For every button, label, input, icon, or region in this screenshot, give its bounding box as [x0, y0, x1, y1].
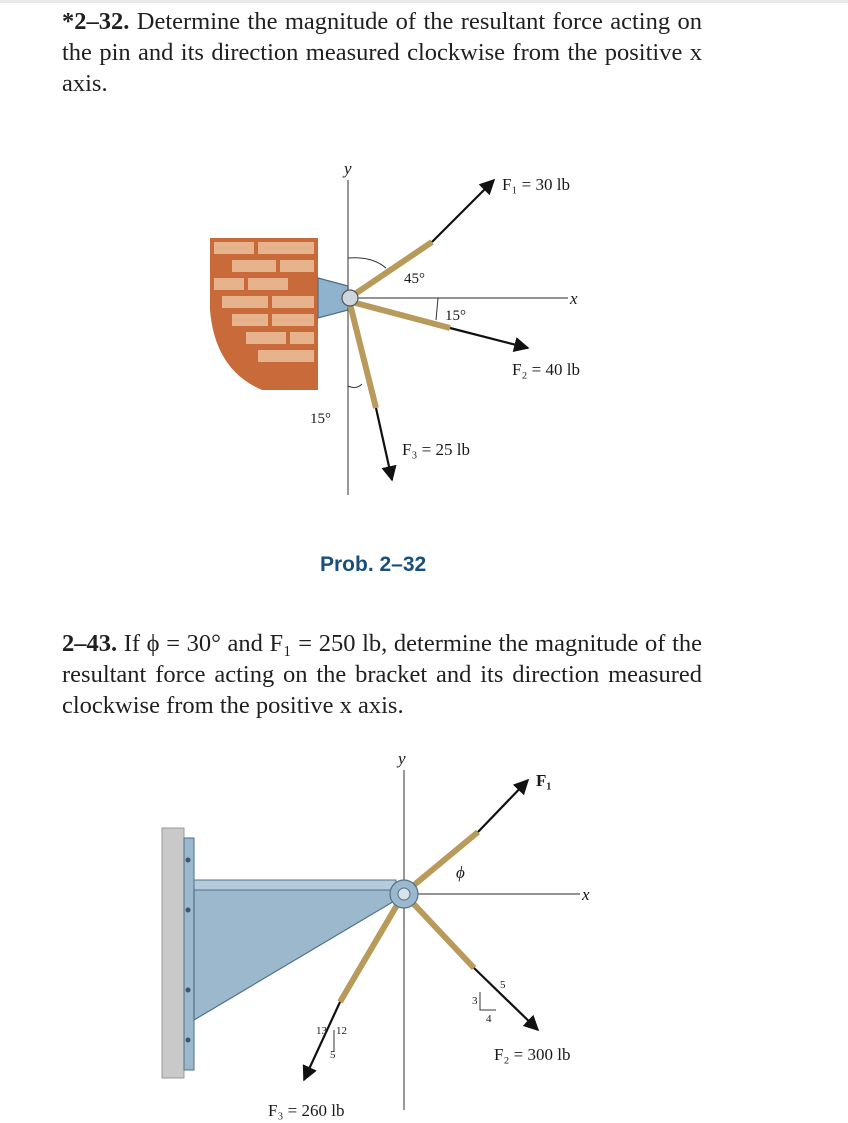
f1-member	[408, 832, 478, 890]
pin	[342, 290, 358, 306]
phi-label: ϕ	[456, 863, 465, 882]
pin	[398, 888, 410, 900]
f2-slope-a: 3	[472, 995, 478, 1007]
f1-arrow	[478, 780, 528, 832]
problem-number: *2–32.	[62, 8, 130, 35]
angle-arc-45	[348, 258, 386, 268]
wall	[162, 828, 184, 1078]
f2-slope-c: 5	[500, 979, 506, 991]
bracket	[184, 838, 396, 1070]
f2-member	[352, 302, 450, 328]
f3-slope-b: 12	[336, 1025, 347, 1037]
y-axis-label: y	[398, 749, 406, 768]
problem-2-32-statement	[62, 6, 702, 99]
f2-slope-triangle	[480, 992, 496, 1010]
problem-2-43-statement	[62, 628, 702, 721]
f2-arrow	[450, 328, 528, 348]
f1-label: F₁ = 30 lb	[502, 175, 570, 194]
f3-arrow	[376, 408, 392, 480]
x-axis-label: x	[582, 885, 590, 904]
f3-label: F₃ = 25 lb	[402, 440, 470, 459]
f2-label: F₂ = 300 lb	[494, 1045, 571, 1064]
f3-slope-a: 13	[316, 1025, 327, 1037]
top-rule	[0, 0, 848, 3]
y-axis-label: y	[344, 159, 352, 178]
angle-15-f2-label: 15°	[445, 308, 466, 324]
f3-label: F₃ = 260 lb	[268, 1101, 345, 1120]
x-axis-label: x	[570, 289, 578, 308]
f2-arrow	[474, 968, 538, 1030]
f3-member	[350, 304, 376, 408]
f2-member	[410, 900, 474, 968]
problem-number: 2–43.	[62, 630, 118, 657]
problem-text: If ϕ = 30° and F₁ = 250 lb, determine the magnitude of the resultant force acting on the bracket and its direction measured clockwise from the positive x axis.	[62, 630, 703, 719]
f2-slope-b: 4	[486, 1013, 492, 1025]
brick-wall	[210, 238, 318, 390]
f1-member	[352, 242, 432, 296]
f3-arrow	[304, 1002, 340, 1080]
f1-arrow	[432, 180, 494, 242]
figure-prob-2-43	[0, 740, 848, 1123]
problem-text: Determine the magnitude of the resultant force acting on the pin and its direction measured clockwise from the positive x axis.	[62, 8, 702, 97]
angle-arc-15-f3	[348, 384, 362, 388]
figure-caption: Prob. 2–32	[320, 553, 427, 576]
f1-label: F₁	[536, 771, 552, 790]
f2-label: F₂ = 40 lb	[512, 360, 580, 379]
figure-prob-2-32	[0, 150, 848, 530]
angle-arc-15-f2	[436, 298, 438, 320]
f3-slope-c: 5	[330, 1049, 336, 1061]
angle-15-f3-label: 15°	[310, 411, 331, 427]
angle-45-label: 45°	[404, 271, 425, 287]
